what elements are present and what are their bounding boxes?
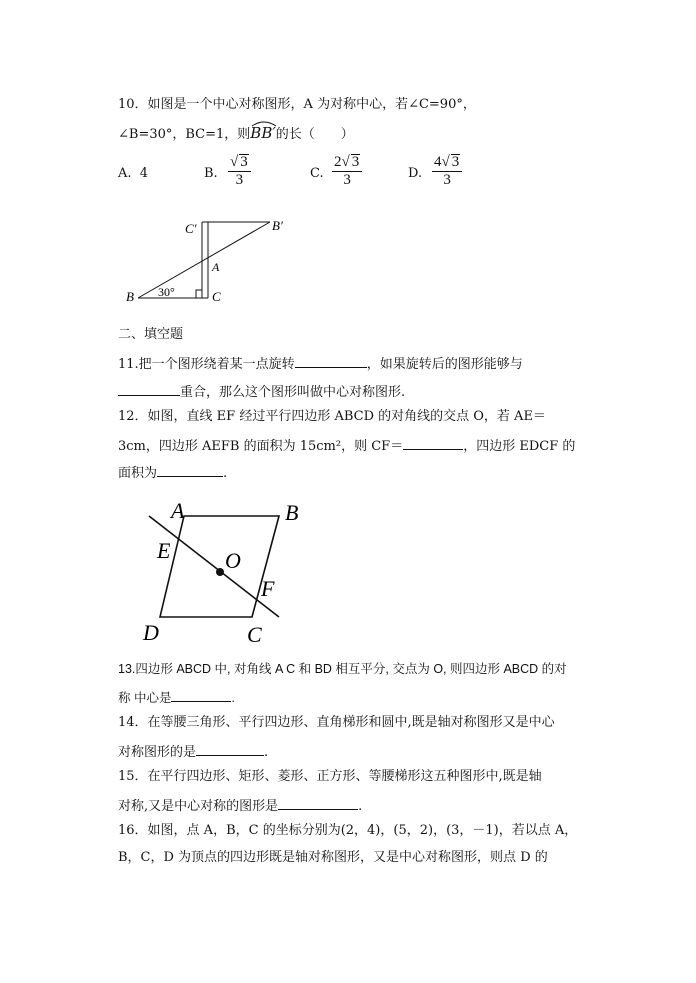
label-o: O [225, 548, 241, 573]
q10-line2 [118, 124, 354, 144]
q16-line1: 16．如图，点 A，B，C 的坐标分别为(2，4)，(5，2)，(3，－1)，若以点 A， [118, 823, 578, 838]
q10-option-d-key: D. [408, 166, 423, 181]
line-ef [149, 516, 279, 617]
q11-line2: 重合，那么这个图形叫做中心对称图形. [118, 381, 405, 402]
q14-line2: 对称图形的是 . [118, 741, 268, 762]
label-angle: 30° [158, 285, 175, 299]
label-c: C [212, 289, 221, 304]
q14-line1: 14．在等腰三角形、平行四边形、直角梯形和圆中,既是轴对称图形又是中心 [118, 715, 555, 730]
q12-line2: 3cm，四边形 AEFB 的面积为 15cm²，则 CF＝ ，四边形 EDCF 的 [118, 435, 575, 456]
q10-option-a: A. 4 [118, 166, 149, 181]
q15-line1: 15．在平行四边形、矩形、菱形、正方形、等腰梯形这五种图形中,既是轴 [118, 769, 542, 784]
q12-blank-area[interactable] [157, 462, 223, 477]
right-angle-mark [196, 290, 202, 298]
q12-figure [135, 496, 315, 646]
q10-option-c-key: C. [310, 166, 324, 181]
q13-line1: 13.四边形 ABCD 中, 对角线 A C 和 BD 相互平分, 交点为 O, 则四边形 ABCD 的对 [118, 662, 567, 676]
q10-line2-post: 的长（ ） [275, 127, 354, 142]
label-c: C [247, 622, 262, 646]
q15-line2: 对称,又是中心对称的图形是 . [118, 795, 362, 816]
q10-line2-pre: ∠B=30°，BC=1，则 [118, 127, 251, 142]
q10-option-b-key: B. [204, 166, 218, 181]
section-title: 二、填空题 [118, 327, 184, 342]
label-e: E [157, 538, 171, 563]
label-b1: B′ [272, 218, 283, 233]
q11-blank-1[interactable] [295, 353, 367, 368]
label-f: F [261, 576, 275, 601]
label-b: B [126, 289, 134, 304]
q10-option-c-fraction: $\frac{2√ 3}{3}$ [332, 154, 362, 189]
q10-option-d-fraction: $\frac{4√ 3}{3}$ [432, 154, 462, 189]
q10-option-b-fraction: $\frac{√ 3}{3}$ [228, 154, 251, 189]
q10-figure [110, 210, 310, 310]
q13-blank[interactable] [171, 687, 231, 702]
q10-line1: 10．如图是一个中心对称图形，A 为对称中心，若∠C=90°， [118, 97, 476, 112]
label-b: B [285, 500, 299, 525]
q12-line1: 12．如图，直线 EF 经过平行四边形 ABCD 的对角线的交点 O，若 AE＝ [118, 409, 546, 424]
q12-blank-cf[interactable] [403, 435, 463, 450]
q16-line2: B，C，D 为顶点的四边形既是轴对称图形，又是中心对称图形，则点 D 的 [118, 850, 548, 865]
parallelogram-abcd [160, 516, 279, 617]
q13-line2: 称 中心是 . [118, 687, 235, 707]
label-c1: C′ [185, 221, 197, 236]
label-d: D [143, 620, 159, 645]
label-a: A [171, 498, 185, 523]
point-o [216, 568, 224, 576]
q14-blank[interactable] [196, 741, 264, 756]
arc-symbol [250, 119, 278, 127]
q11-line1: 11.把一个图形绕着某一点旋转 ，如果旋转后的图形能够与 [118, 353, 523, 374]
q10-arc: BB′ [250, 124, 275, 142]
q12-line3: 面积为 . [118, 462, 227, 483]
label-a: A [212, 260, 220, 274]
q11-blank-2[interactable] [118, 381, 180, 396]
q15-blank[interactable] [278, 795, 358, 810]
